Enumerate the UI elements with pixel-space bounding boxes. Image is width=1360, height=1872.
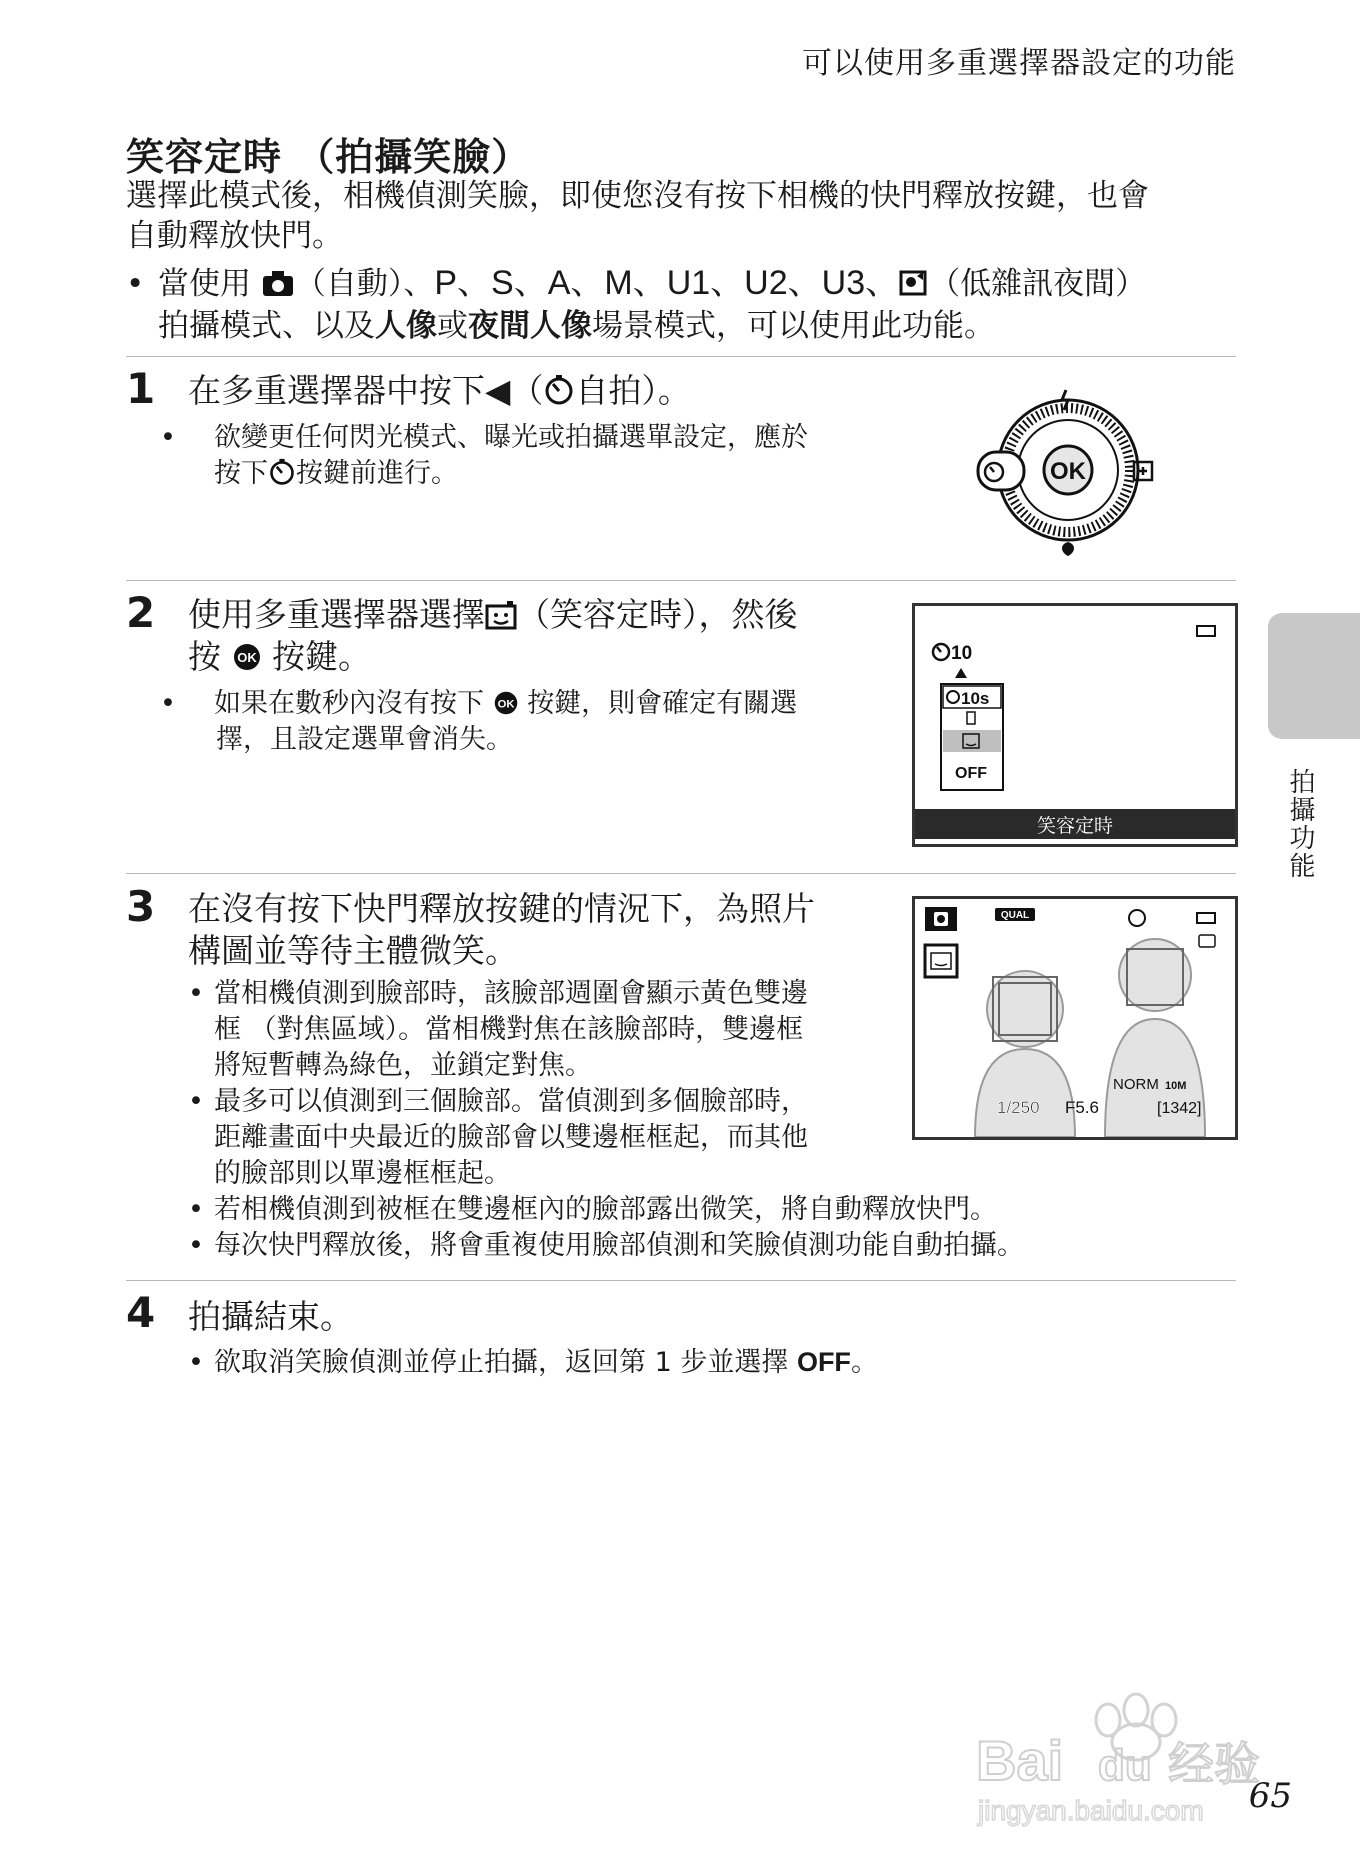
chapter-tab — [1268, 613, 1360, 739]
chapter-tab-label: 拍攝功能 — [1285, 768, 1315, 880]
off-label: OFF — [796, 1347, 851, 1377]
step-number: 1 — [126, 364, 156, 413]
low-noise-night-icon — [899, 268, 929, 298]
screen-caption: 笑容定時 — [1036, 815, 1114, 837]
self-timer-icon — [543, 374, 575, 406]
divider — [126, 873, 1236, 874]
ok-button-icon — [232, 642, 262, 672]
step-1-bullets: • 欲變更任何閃光模式、曝光或拍攝選單設定，應於 按下 按鍵前進行。 — [160, 422, 808, 489]
smile-timer-icon — [485, 600, 517, 630]
step-1-title: 在多重選擇器中按下◀（ 自拍）。 — [188, 371, 691, 410]
svg-text:OK: OK — [236, 650, 257, 665]
section-title: 笑容定時 （拍攝笑臉） — [126, 135, 531, 179]
image-size: 10M — [1165, 1080, 1187, 1092]
svg-text:经验: 经验 — [1168, 1737, 1260, 1791]
step-number: 2 — [126, 588, 156, 637]
page-number: 65 — [1248, 1776, 1292, 1816]
section-intro — [126, 176, 1246, 256]
ok-button-icon — [493, 690, 519, 716]
menu-item-off: OFF — [955, 765, 987, 782]
svg-text:OK: OK — [497, 698, 515, 711]
svg-text:10s: 10s — [961, 689, 990, 708]
image-mode-norm: NORM — [1113, 1076, 1159, 1093]
divider — [126, 1280, 1236, 1281]
running-header: 可以使用多重選擇器設定的功能 — [802, 46, 1236, 81]
step-number: 4 — [126, 1288, 156, 1337]
svg-text:du: du — [1098, 1741, 1152, 1790]
macro-icon — [1062, 542, 1074, 556]
auto-mode-camera-icon — [261, 268, 295, 298]
step-2-bullets: • 如果在數秒內沒有按下 OK 按鍵，則會確定有關選 擇，且設定選單會消失。 — [160, 688, 798, 755]
intro-line-1: 選擇此模式後，相機偵測笑臉，即使您沒有按下相機的快門釋放按鍵，也會 — [126, 178, 1149, 214]
self-timer-icon — [268, 458, 296, 486]
camera-screen-face-detection — [912, 896, 1238, 1140]
step-number: 3 — [126, 882, 156, 931]
mode-availability-bullet: • 當使用 （自動）、P、S、A、M、U1、U2、U3、 （低雜訊夜間） 拍攝模式、以及人像或夜間人像場景模式，可以使用此功能。 — [126, 264, 1147, 344]
smile-timer-indicator-icon — [925, 945, 957, 977]
svg-text:jingyan.baidu.com: jingyan.baidu.com — [978, 1795, 1204, 1826]
svg-text:Bai: Bai — [976, 1729, 1064, 1792]
camera-screen-smile-timer-menu — [912, 603, 1238, 847]
intro-line-2: 自動釋放快門。 — [126, 218, 343, 254]
divider — [126, 580, 1236, 581]
shutter-speed: 1/250 — [997, 1098, 1040, 1117]
remaining-exposures: [1342] — [1157, 1100, 1202, 1117]
ok-label: OK — [1050, 458, 1086, 485]
bullet-dot: • — [126, 266, 145, 302]
timer-indicator: 10 — [951, 643, 973, 664]
step-3-title: 在沒有按下快門釋放按鍵的情況下，為照片 構圖並等待主體微笑。 — [188, 889, 815, 970]
step-4-title: 拍攝結束。 — [188, 1297, 353, 1336]
svg-text:QUAL: QUAL — [1000, 910, 1030, 921]
aperture-value: F5.6 — [1065, 1098, 1100, 1117]
step-4-bullets: • 欲取消笑臉偵測並停止拍攝，返回第 1 步並選擇 OFF。 — [188, 1347, 878, 1378]
baidu-watermark-logo — [968, 1680, 1288, 1830]
step-3-bullets-lower: • 若相機偵測到被框在雙邊框內的臉部露出微笑，將自動釋放快門。 • 每次快門釋放後，將會重複使用臉部偵測和笑臉偵測功能自動拍攝。 — [188, 1194, 1024, 1261]
multi-selector-dial — [962, 380, 1162, 560]
step-3-bullets-upper: • 當相機偵測到臉部時，該臉部週圍會顯示黃色雙邊 框 （對焦區域）。當相機對焦在該臉部時，雙邊框 將短暫轉為綠色，並鎖定對焦。 • 最多可以偵測到三個臉部。當偵測到多個臉部時， 距離畫面中央最近的臉部會以雙邊框框起，而其他 的臉部則以單邊框框起。 — [188, 978, 808, 1189]
step-2-title: 使用多重選擇器選擇 （笑容定時），然後 按 OK 按鍵。 — [188, 595, 798, 676]
divider — [126, 356, 1236, 357]
